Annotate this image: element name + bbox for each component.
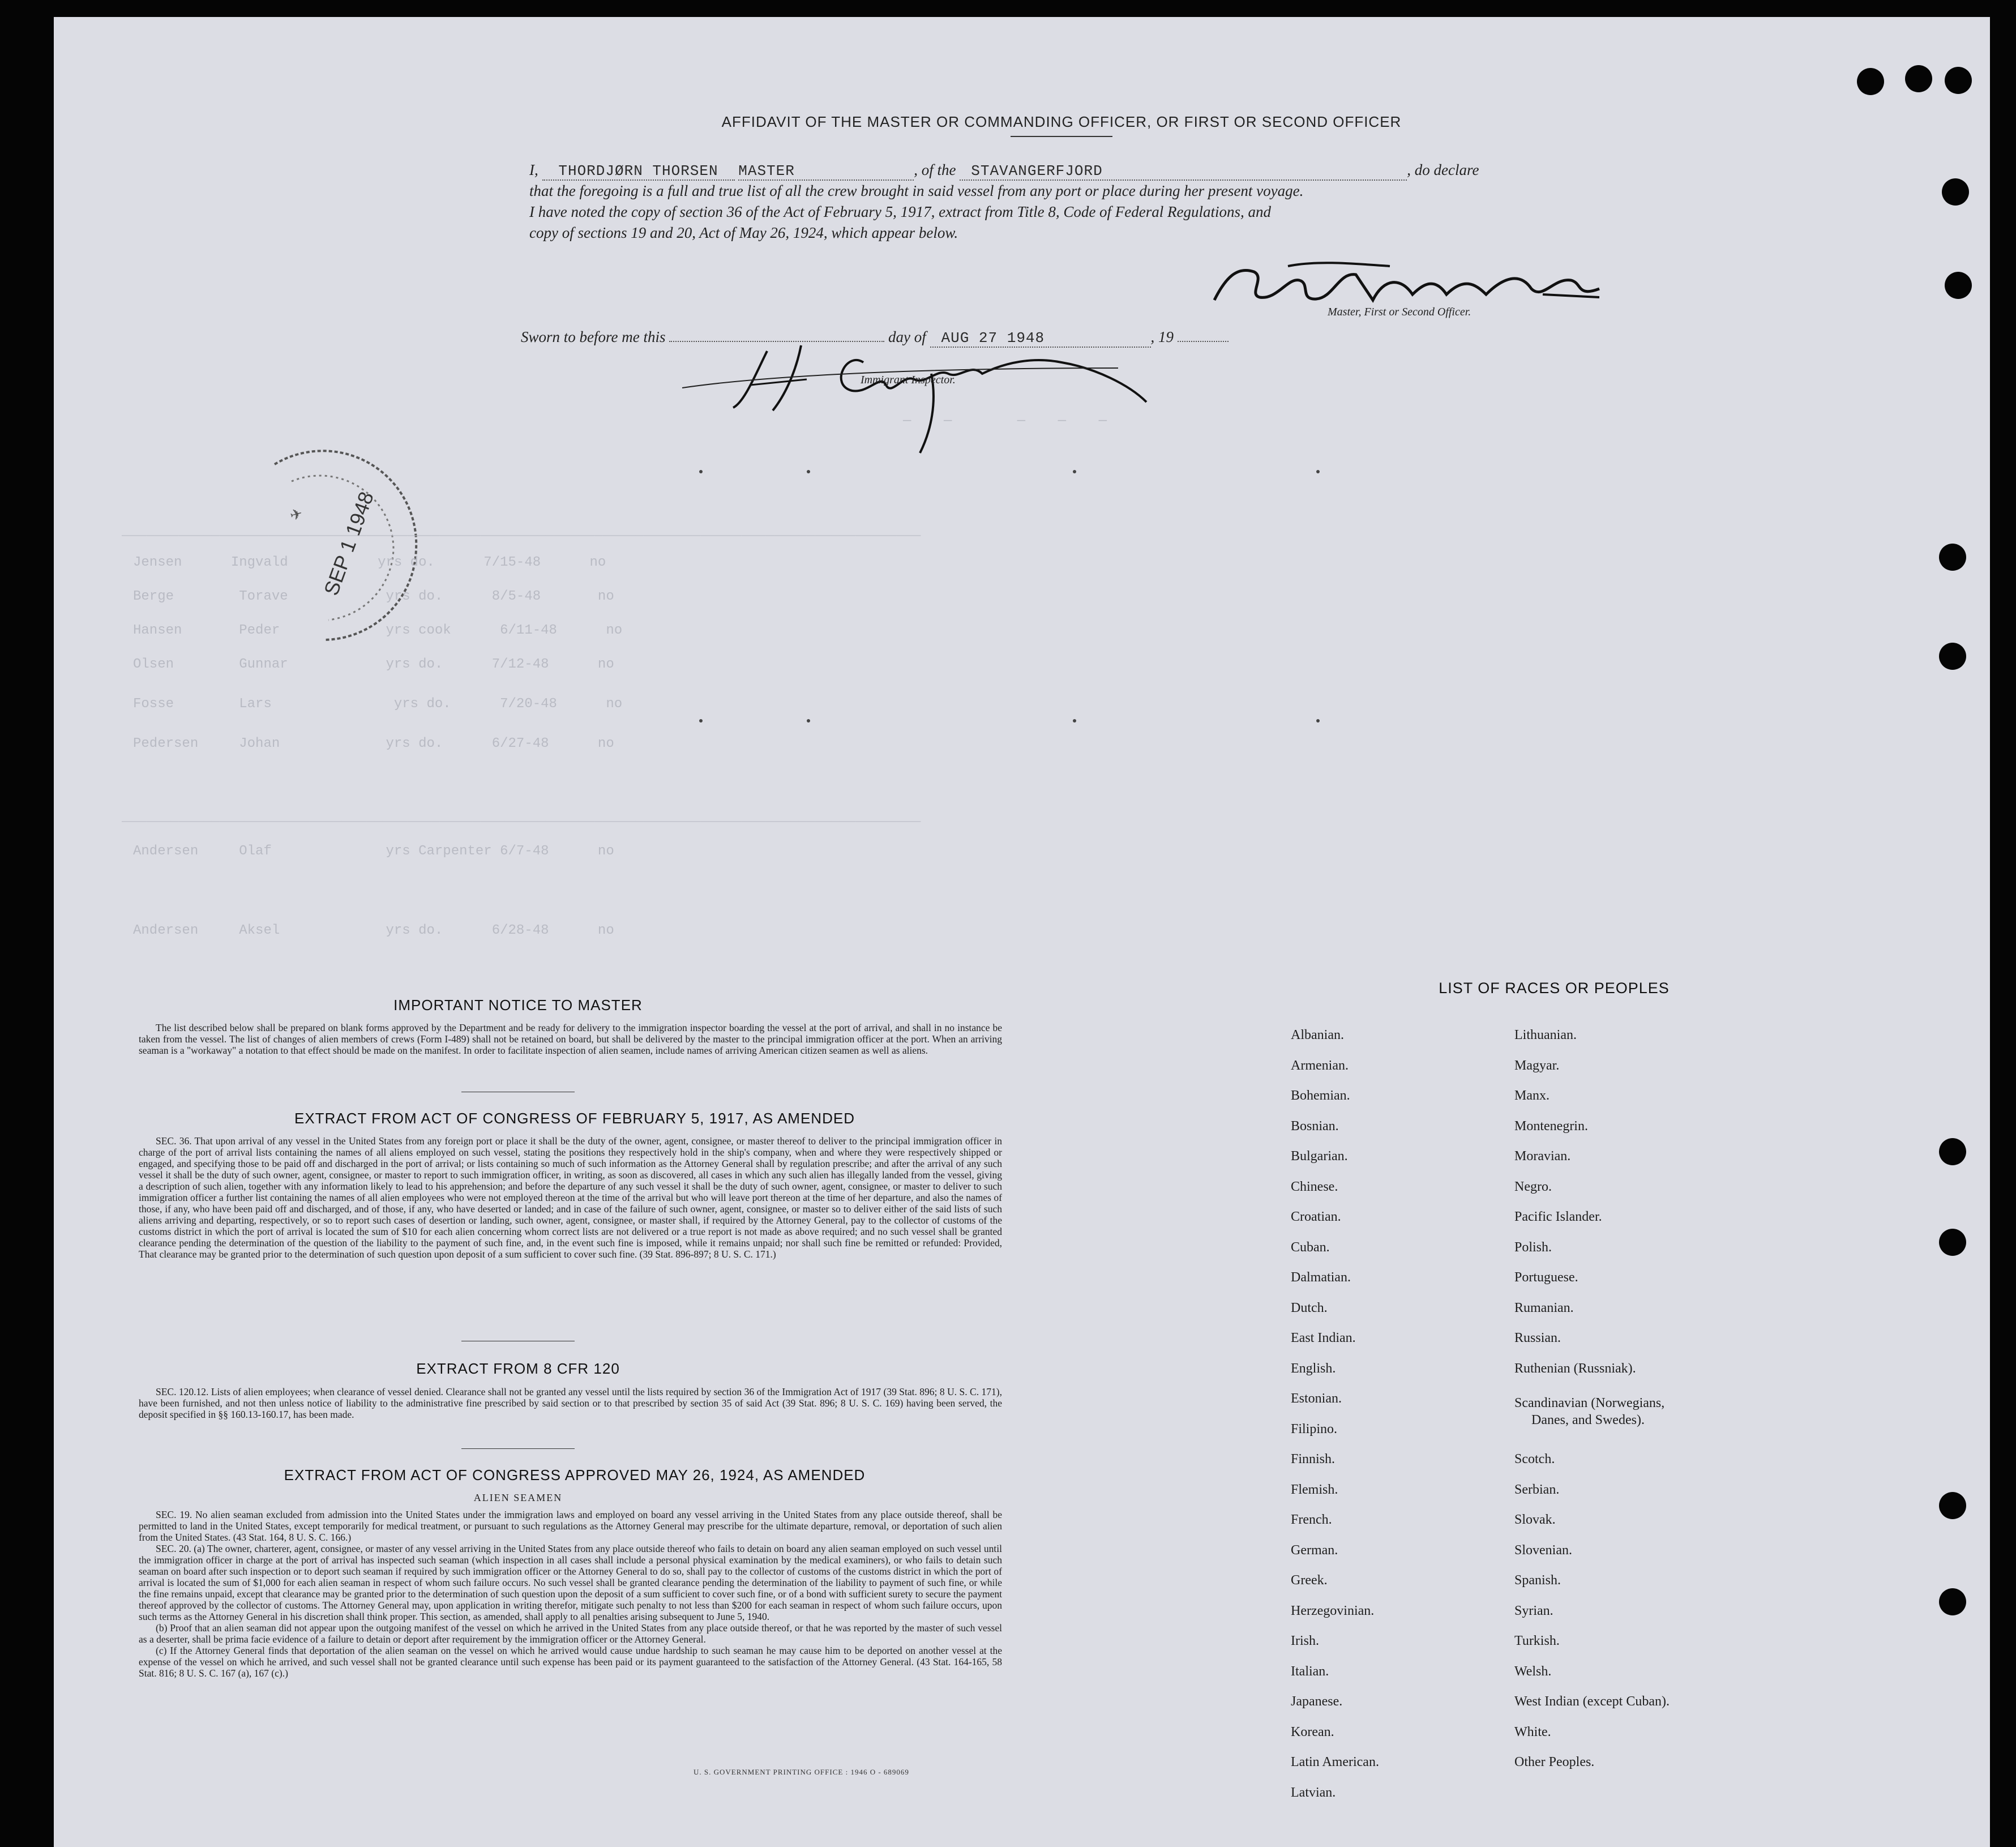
vessel-name: STAVANGERFJORD — [971, 163, 1103, 179]
race-item: Magyar. — [1514, 1058, 1560, 1073]
race-item: Chinese. — [1291, 1179, 1338, 1194]
race-item: Estonian. — [1291, 1391, 1342, 1406]
race-item: Portuguese. — [1514, 1270, 1578, 1285]
bleed-through: Berge Torave yrs do. 8/5-48 no — [133, 589, 614, 604]
race-item: Slovenian. — [1514, 1542, 1572, 1558]
affidavit-line-1 — [529, 161, 1605, 181]
punch-hole — [1939, 643, 1966, 670]
do-declare-label: , do declare — [1407, 161, 1479, 178]
race-item: Italian. — [1291, 1664, 1329, 1679]
race-item: English. — [1291, 1361, 1336, 1376]
master-rank: MASTER — [738, 163, 795, 179]
race-item: East Indian. — [1291, 1331, 1356, 1345]
bleed-through: Jensen Ingvald yrs do. 7/15-48 no — [133, 555, 606, 570]
year-prefix: , 19 — [1150, 328, 1174, 345]
bleed-dot — [1316, 719, 1320, 722]
race-item: Flemish. — [1291, 1482, 1338, 1497]
notice-paragraph: The list described below shall be prepared on blank forms approved by the Department and be ready for delivery to the immigration inspector boarding the vessel at the port of arrival, and shall in no instance be taken from the vessel. The list of changes of alien members of crews (Form I-489) shall not be retained on board, but shall be delivered by the master to the principal immigration officer at the port. When an arriving seaman is a "workaway" a notation to that effect should be made on the manifest. In order to facilitate inspection of alien seamen, include names of arriving American citizen seamen as well as aliens. — [139, 1022, 1002, 1056]
master-caption: Master, First or Second Officer. — [1328, 306, 1471, 318]
race-item: Turkish. — [1514, 1634, 1560, 1648]
scan-border — [0, 0, 2016, 17]
punch-hole — [1942, 178, 1969, 206]
race-item: Manx. — [1514, 1088, 1550, 1103]
act1917-paragraph: SEC. 36. That upon arrival of any vessel in the United States from any foreign port or place it shall be the duty of the owner, agent, consignee, or master thereof to deliver to the principal immigration officer in charge of the port of arrival lists containing the names of all aliens employed on such vessel, stating the positions they respectively hold in the ship's company, when and where they were respectively shipped or engaged, and specifying those to be paid off and discharged in the port of arrival; or lists containing so much of such information as the Attorney General shall by regulation prescribe; and after the arrival of any such vessel it shall be the duty of such owner, agent, consignee, or master to report to such immigration officer, in writing, as soon as discovered, all cases in which any such alien has illegally landed from the vessel, giving a description of such alien, together with any information likely to lead to his apprehension; and before the departure of any such vessel it shall be the duty of such owner, agent, consignee, or master to deliver to such immigration officer a further list containing the names of all alien employees who were not employed thereon at the time of the arrival but who will leave port thereon at the time of her departure, and also the names of those, if any, who have been paid off and discharged, and of those, if any, who have deserted or landed; and in case of the failure of such owner, agent, consignee, or master so to deliver either of the said lists of such aliens arriving and departing, respectively, or so to report such cases of desertion or landing, such owner, agent, consignee, or master shall, if required by the Attorney General, pay to the collector of customs of the customs district in which the port of arrival is located the sum of $10 for each alien concerning whom correct lists are not delivered or a true report is not made as above required; and no such vessel shall be granted clearance pending the determination of the question of the liability to the payment of such fine, and, in the event such fine is imposed, while it remains unpaid; nor shall such fine be remitted or refunded: Provided, That clearance may be granted prior to the determination of such question upon deposit of a sum sufficient to cover such fine. (39 Stat. 896-897; 8 U. S. C. 171.) — [139, 1135, 1002, 1260]
bleed-dot — [1073, 719, 1076, 722]
i-label: I, — [529, 161, 538, 178]
stamp-date: SEP 1 1948 — [319, 488, 378, 598]
bleed-dot — [699, 470, 703, 473]
race-item: Serbian. — [1514, 1482, 1560, 1497]
printing-office-footer: U. S. GOVERNMENT PRINTING OFFICE : 1946 O - 689069 — [694, 1768, 909, 1776]
master-name: THORDJØRN THORSEN — [558, 163, 718, 179]
race-item: Albanian. — [1291, 1028, 1344, 1042]
race-item: Filipino. — [1291, 1421, 1338, 1436]
punch-hole — [1945, 67, 1972, 94]
race-item: Japanese. — [1291, 1694, 1343, 1709]
punch-hole — [1857, 68, 1884, 95]
race-item: Bohemian. — [1291, 1088, 1350, 1103]
race-item: Pacific Islander. — [1514, 1209, 1602, 1224]
act1924-subtitle: ALIEN SEAMEN — [473, 1492, 563, 1503]
bleed-through: Fosse Lars yrs do. 7/20-48 no — [133, 696, 623, 712]
affidavit-line-4: copy of sections 19 and 20, Act of May 26, 1924, which appear below. — [529, 224, 958, 241]
act1917-text — [139, 1135, 1002, 1260]
bleed-dot — [807, 719, 810, 722]
notice-text — [139, 1022, 1002, 1056]
divider-rule — [461, 1448, 575, 1449]
affidavit-line-3: I have noted the copy of section 36 of the Act of February 5, 1917, extract from Title 8, Code of Federal Regulations, and — [529, 203, 1272, 220]
form-page — [54, 17, 1990, 1847]
race-item: Greek. — [1291, 1573, 1328, 1588]
race-item: Lithuanian. — [1514, 1028, 1577, 1042]
races-title: LIST OF RACES OR PEOPLES — [1439, 980, 1670, 997]
cfr120-text — [139, 1386, 1002, 1420]
race-item: White. — [1514, 1724, 1551, 1739]
inspector-signature — [665, 340, 1209, 464]
race-item: Dalmatian. — [1291, 1270, 1351, 1285]
punch-hole — [1939, 1492, 1966, 1519]
act1924-sec20c: (c) If the Attorney General finds that deportation of the alien seaman on the vessel on which he arrived would cause undue hardship to such seaman he may cause him to be deported on another vessel at the expense of the vessel on which he arrived, and such vessel shall not be granted clearance until such expense has been paid or its payment guaranteed to the satisfaction of the Attorney General. (43 Stat. 164-165, 58 Stat. 816; 8 U. S. C. 167 (a), 167 (c).) — [139, 1645, 1002, 1679]
race-item: Scotch. — [1514, 1452, 1555, 1467]
race-item: Welsh. — [1514, 1664, 1552, 1679]
race-item: Other Peoples. — [1514, 1755, 1595, 1769]
race-item: West Indian (except Cuban). — [1514, 1694, 1670, 1709]
race-item: Irish. — [1291, 1634, 1319, 1648]
inspector-caption: Immigrant Inspector. — [861, 374, 956, 386]
punch-hole — [1905, 65, 1932, 92]
race-item: Finnish. — [1291, 1452, 1336, 1467]
race-item: Latin American. — [1291, 1755, 1379, 1769]
punch-hole — [1939, 1229, 1966, 1256]
bleed-through: Hansen Peder yrs cook 6/11-48 no — [133, 623, 623, 638]
bleed-dot — [1316, 470, 1320, 473]
race-item: French. — [1291, 1512, 1332, 1527]
race-item: Bosnian. — [1291, 1118, 1339, 1134]
race-item: Spanish. — [1514, 1573, 1561, 1588]
cfr120-title: EXTRACT FROM 8 CFR 120 — [416, 1360, 620, 1377]
sworn-date: AUG 27 1948 — [941, 330, 1045, 347]
cfr120-paragraph: SEC. 120.12. Lists of alien employees; when clearance of vessel denied. Clearance shall not be granted any vessel until the lists required by section 36 of the Immigration Act of 1917 (39 Stat. 896; 8 U. S. C. 171), have been furnished, and not then unless notice of liability to the administrative fine prescribed by said section or to that prescribed by section 35 of said Act (39 Stat. 896; 8 U. S. C. 169) having been served, the deposit specified in §§ 160.13-160.17, has been made. — [139, 1386, 1002, 1420]
act1924-sec20a: SEC. 20. (a) The owner, charterer, agent, consignee, or master of any vessel arriving in the United States from any place outside thereof who fails to detain on board any alien seaman employed on such vessel until the immigration officer in charge at the port of arrival has inspected such seaman (which inspection in all cases shall include a personal physical examination by the medical examiners), or who fails to detain such seaman on board after such inspection or to deport such seaman if required by such immigration officer or the Attorney General to do so, shall pay to the collector of customs of the customs district in which the port of arrival is located the sum of $1,000 for each alien seaman in respect of whom such failure occurs. No such vessel shall be granted clearance pending the determination of the liability to payment of such fine, or while the fine remains unpaid, except that clearance may be granted prior to the determination of such question upon the deposit of a sum sufficient to cover such fine, or of a bond with sufficient surety to secure the payment thereof approved by the collector of customs. The Attorney General may, upon application in writing therefor, mitigate such penalty to not less than $200 for each seaman in respect of whom such failure occurs, upon such terms as the Attorney General in his discretion shall think proper. This section, as amended, shall apply to all penalties arising subsequent to June 5, 1940. — [139, 1543, 1002, 1622]
punch-hole — [1939, 1138, 1966, 1165]
race-item: Scandinavian (Norwegians, — [1514, 1396, 1665, 1410]
race-item: Montenegrin. — [1514, 1118, 1588, 1134]
svg-text:✈: ✈ — [288, 504, 305, 524]
race-item: Russian. — [1514, 1331, 1561, 1345]
act1924-sec20b: (b) Proof that an alien seaman did not appear upon the outgoing manifest of the vessel on which he arrived in the United States from any place outside thereof, or that he was reported by the master of such vessel as a deserter, shall be prima facie evidence of a failure to detain or deport after requirement by the immigration officer or the Attorney General. — [139, 1622, 1002, 1645]
bleed-through: Olsen Gunnar yrs do. 7/12-48 no — [133, 657, 614, 672]
act1924-sec19: SEC. 19. No alien seaman excluded from admission into the United States under the immigration laws and employed on board any vessel arriving in the United States from any place outside thereof, shall be permitted to land in the United States, except temporarily for medical treatment, or pursuant to such regulations as the Attorney General may prescribe for the ultimate departure, removal, or deportation of such alien from the United States. (43 Stat. 164, 8 U. S. C. 166.) — [139, 1509, 1002, 1543]
bleed-through: Andersen Olaf yrs Carpenter 6/7-48 no — [133, 844, 614, 859]
of-the-label: , of the — [914, 161, 956, 178]
bleed-through: Pedersen Johan yrs do. 6/27-48 no — [133, 736, 614, 751]
race-item: Danes, and Swedes). — [1531, 1413, 1645, 1427]
bleed-through: __________________________________________________________________________________________________ — [122, 810, 921, 825]
race-item: Moravian. — [1514, 1149, 1571, 1164]
punch-hole — [1939, 544, 1966, 571]
race-item: Cuban. — [1291, 1239, 1330, 1255]
race-item: Dutch. — [1291, 1300, 1328, 1315]
act1924-title: EXTRACT FROM ACT OF CONGRESS APPROVED MAY 26, 1924, AS AMENDED — [284, 1467, 866, 1483]
act1924-text — [139, 1509, 1002, 1679]
bleed-through: __________________________________________________________________________________________________ — [122, 524, 921, 539]
race-item: German. — [1291, 1542, 1338, 1558]
race-item: Slovak. — [1514, 1512, 1556, 1527]
bleed-dot — [699, 719, 703, 722]
race-item: Polish. — [1514, 1239, 1552, 1255]
race-item: Syrian. — [1514, 1603, 1553, 1618]
act1917-title: EXTRACT FROM ACT OF CONGRESS OF FEBRUARY 5, 1917, AS AMENDED — [294, 1110, 855, 1127]
punch-hole — [1945, 272, 1972, 299]
race-item: Bulgarian. — [1291, 1149, 1348, 1164]
race-item: Rumanian. — [1514, 1300, 1574, 1315]
affidavit-title: AFFIDAVIT OF THE MASTER OR COMMANDING OFFICER, OR FIRST OR SECOND OFFICER — [721, 113, 1402, 130]
bleed-dot — [807, 470, 810, 473]
notice-title: IMPORTANT NOTICE TO MASTER — [393, 997, 643, 1014]
race-item: Herzegovinian. — [1291, 1603, 1375, 1618]
affidavit-line-2: that the foregoing is a full and true list of all the crew brought in said vessel from any port or place during her present voyage. — [529, 182, 1304, 199]
race-item: Croatian. — [1291, 1209, 1341, 1224]
bleed-through: Andersen Aksel yrs do. 6/28-48 no — [133, 923, 614, 938]
day-of-label: day of — [888, 328, 926, 345]
race-item: Latvian. — [1291, 1785, 1336, 1800]
race-item: Ruthenian (Russniak). — [1514, 1361, 1636, 1376]
sworn-label: Sworn to before me this — [521, 328, 666, 345]
bleed-dot — [1073, 470, 1076, 473]
race-item: Negro. — [1514, 1179, 1552, 1194]
race-item: Armenian. — [1291, 1058, 1349, 1073]
title-rule — [1011, 136, 1112, 137]
bleed-through: — — — — — — [903, 413, 1107, 429]
race-item: Korean. — [1291, 1724, 1334, 1739]
punch-hole — [1939, 1588, 1966, 1615]
